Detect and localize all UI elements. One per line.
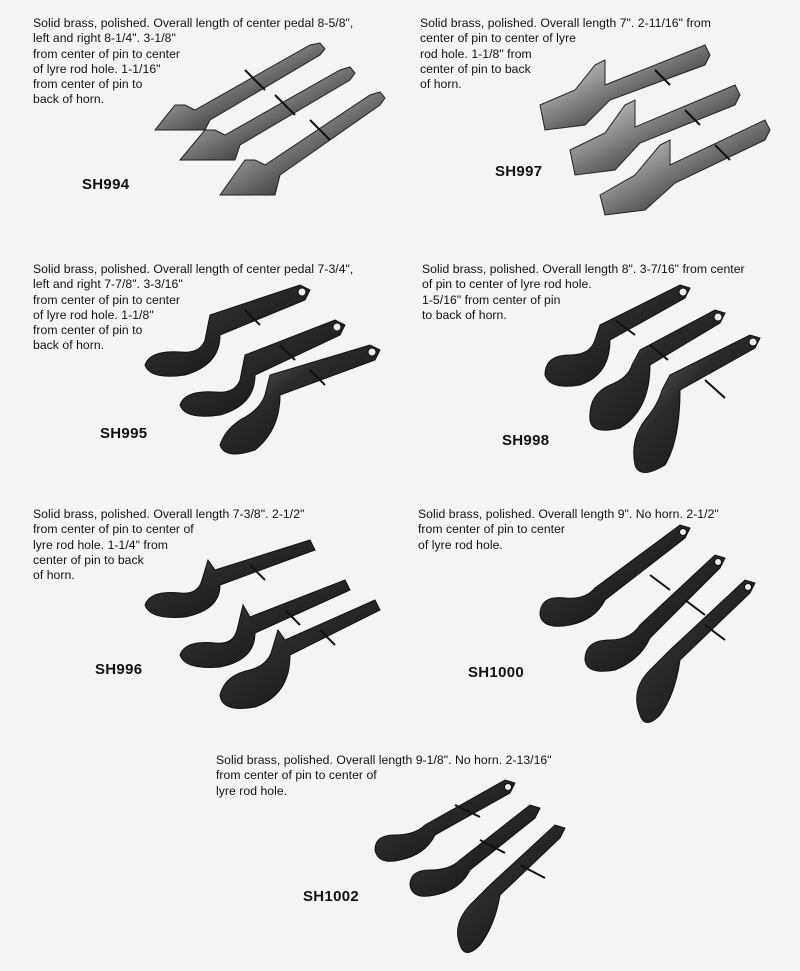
pedal-image <box>155 43 325 130</box>
product-code: SH1002 <box>303 888 360 905</box>
product-description: Solid brass, polished. Overall length of center pedal 7-3/4", left and right 7-7/8". 3-3/16" from center of pin to center of lyre rod hole. 1-1/8" from center of pin to back of horn. <box>33 262 354 353</box>
pedal-set-photo <box>540 280 770 480</box>
pedal-image <box>410 805 540 896</box>
product-description: Solid brass, polished. Overall length of center pedal 8-5/8", left and right 8-1/4". 3-1/8" from center of pin to center of lyre rod hole. 1-1/16" from center of pin to back of horn. <box>33 16 354 107</box>
product-code: SH996 <box>95 661 143 678</box>
pedal-set-photo <box>370 775 575 960</box>
pedal-set-photo <box>535 520 765 730</box>
product-description: Solid brass, polished. Overall length 8". 3-7/16" from center of pin to center of lyre rod hole. 1-5/16" from center of pin to back of horn. <box>422 262 745 322</box>
pedal-image <box>458 825 565 953</box>
pedal-image <box>637 580 755 723</box>
pedal-image <box>585 555 725 671</box>
pedal-set-photo <box>140 280 385 465</box>
product-description: Solid brass, polished. Overall length 9". No horn. 2-1/2" from center of pin to center of lyre rod hole. <box>418 507 719 552</box>
product-description: Solid brass, polished. Overall length 9-1/8". No horn. 2-13/16" from center of pin to center of lyre rod hole. <box>216 753 552 798</box>
pedal-set-photo <box>150 35 390 205</box>
pedal-set-photo <box>140 535 385 715</box>
product-description: Solid brass, polished. Overall length 7-3/8". 2-1/2" from center of pin to center of lyre rod hole. 1-1/4" from center of pin to back of horn. <box>33 507 305 583</box>
product-code: SH994 <box>82 176 130 193</box>
pedal-image <box>145 285 310 376</box>
product-code: SH995 <box>100 425 148 442</box>
product-code: SH998 <box>502 432 550 449</box>
product-code: SH1000 <box>468 664 525 681</box>
pedal-set-photo <box>535 35 775 220</box>
product-code: SH997 <box>495 163 543 180</box>
product-description: Solid brass, polished. Overall length 7". 2-11/16" from center of pin to center of lyre rod hole. 1-1/8" from center of pin to back of horn. <box>420 16 711 92</box>
